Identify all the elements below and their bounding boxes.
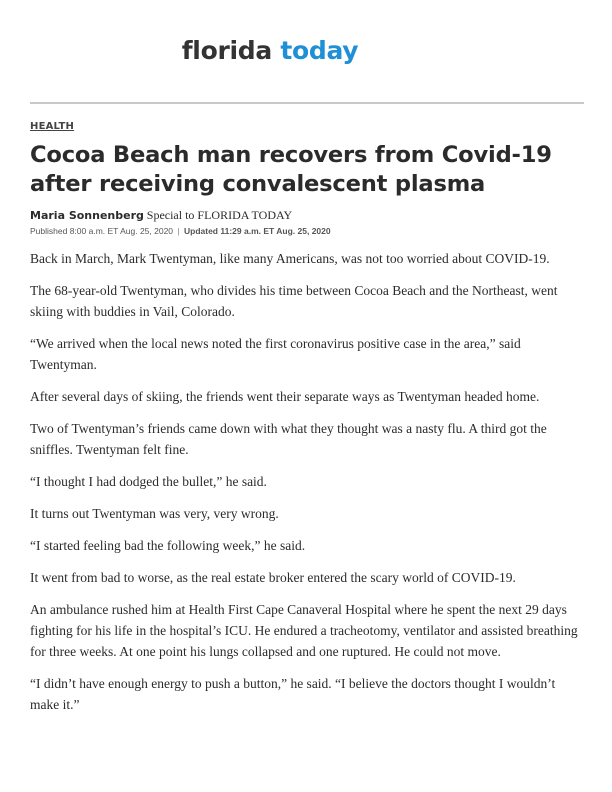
dateline (30, 226, 331, 236)
author-name[interactable]: Maria Sonnenberg (30, 209, 144, 222)
dateline-separator: | (177, 226, 180, 236)
header-divider (30, 102, 584, 104)
logo-florida-text: florida (181, 36, 272, 65)
article-paragraph: It went from bad to worse, as the real estate broker entered the scary world of COVID-19. (30, 570, 516, 585)
published-timestamp: Published 8:00 a.m. ET Aug. 25, 2020 (30, 226, 174, 236)
article-paragraph: After several days of skiing, the friends went their separate ways as Twentyman headed home. (30, 389, 540, 404)
article-paragraph: “I started feeling bad the following week,” he said. (30, 538, 306, 553)
article-paragraph: It turns out Twentyman was very, very wrong. (30, 506, 279, 521)
byline (30, 208, 292, 223)
article-headline: Cocoa Beach man recovers from Covid-19 after receiving convalescent plasma (30, 142, 552, 197)
article-body (30, 248, 585, 726)
article-paragraph: The 68-year-old Twentyman, who divides his time between Cocoa Beach and the Northeast, went skiing with buddies in Vail, Colorado. (30, 283, 558, 319)
article-paragraph: An ambulance rushed him at Health First Cape Canaveral Hospital where he spent the next 29 days fighting for his life in the hospital’s ICU. He endured a tracheotomy, ventilator and assisted breathing for three weeks. At one point his lungs collapsed and one ruptured. He could not move. (30, 602, 578, 659)
updated-timestamp: Updated 11:29 a.m. ET Aug. 25, 2020 (184, 226, 331, 236)
article-paragraph: Two of Twentyman’s friends came down with what they thought was a nasty flu. A third got the sniffles. Twentyman felt fine. (30, 421, 547, 457)
article-paragraph: “I thought I had dodged the bullet,” he said. (30, 474, 267, 489)
logo-today-text: today (280, 36, 359, 65)
article-paragraph: “I didn’t have enough energy to push a button,” he said. “I believe the doctors thought I wouldn’t make it.” (30, 676, 556, 712)
article-paragraph: Back in March, Mark Twentyman, like many Americans, was not too worried about COVID-19. (30, 251, 550, 266)
masthead-logo[interactable] (0, 36, 540, 65)
author-affiliation: Special to FLORIDA TODAY (146, 208, 293, 222)
article-paragraph: “We arrived when the local news noted the first coronavirus positive case in the area,” said Twentyman. (30, 336, 521, 372)
section-link[interactable]: HEALTH (30, 121, 75, 132)
